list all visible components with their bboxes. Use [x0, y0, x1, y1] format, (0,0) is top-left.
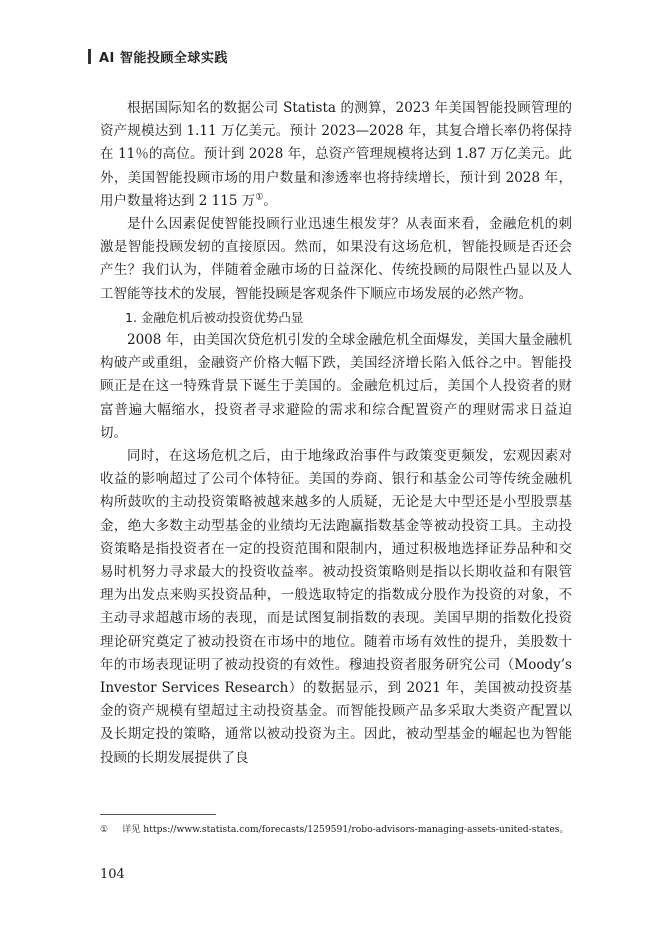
- section-heading: 1. 金融危机后被动投资优势凸显: [125, 309, 304, 325]
- footnote-divider: [100, 814, 216, 815]
- running-header: [88, 46, 228, 66]
- footnote-text[interactable]: 详见 https://www.statista.com/forecasts/1259591/robo-advisors-managing-assets-united-states。: [122, 824, 569, 835]
- footnote-marker: ①: [100, 824, 109, 835]
- header-bar-ornament: [88, 49, 91, 64]
- body-text: [100, 97, 572, 770]
- running-header-title: AI 智能投顾全球实践: [99, 50, 228, 66]
- paragraph-passive-investing: 同时，在这场危机之后，由于地缘政治事件与政策变更频发，宏观因素对收益的影响超过了公司个体特征。美国的券商、银行和基金公司等传统金融机构所鼓吹的主动投资策略被越来越多的人质疑，无论是大中型还是小型股票基金，绝大多数主动型基金的业绩均无法跑赢指数基金等被动投资工具。主动投资策略是指投资者在一定的投资范围和限制内，通过积极地选择证券品种和交易时机努力寻求最大的投资收益率。被动投资策略则是指以长期收益和有限管理为出发点来购买投资品种，一般选取特定的指数成分股作为投资的对象，不主动寻求超越市场的表现，而是试图复制指数的表现。美国早期的指数化投资理论研究奠定了被动投资在市场中的地位。随着市场有效性的提升，美股数十年的市场表现证明了被动投资的有效性。穆迪投资者服务研究公司（Moody’s Investor Services Research）的数据显示，到 2021 年，美国被动投资基金的资产规模有望超过主动投资基金。而智能投顾产品多采取大类资产配置以及长期定投的策略，通常以被动投资为主。因此，被动型基金的崛起也为智能投顾的长期发展提供了良: [100, 448, 572, 766]
- page-number: 104: [100, 867, 125, 882]
- paragraph-text: 根据国际知名的数据公司 Statista 的测算，2023 年美国智能投顾管理的资产规模达到 1.11 万亿美元。预计 2023—2028 年，其复合增长率仍将保持在 11％的高位。预计到 2028 年，总资产管理规模将达到 1.87 万亿美元。此外，美国智能投顾市场的用户数量和渗透率也将持续增长，预计到 2028 年，用户数量将达到 2 115 万: [100, 100, 572, 209]
- footnote: [100, 823, 580, 837]
- paragraph-2008-crisis: 2008 年，由美国次贷危机引发的全球金融危机全面爆发，美国大量金融机构破产或重组，金融资产价格大幅下跌，美国经济增长陷入低谷之中。智能投顾正是在这一特殊背景下诞生于美国的。金融危机过后，美国个人投资者的财富普遍大幅缩水，投资者寻求避险的需求和综合配置资产的理财需求日益迫切。: [100, 332, 572, 441]
- paragraph-causes: 是什么因素促使智能投顾行业迅速生根发芽？从表面来看，金融危机的刺激是智能投顾发轫的直接原因。然而，如果没有这场危机，智能投顾是否还会产生？我们认为，伴随着金融市场的日益深化、传统投顾的局限性凸显以及人工智能等技术的发展，智能投顾是客观条件下顺应市场发展的必然产物。: [100, 216, 572, 302]
- paragraph-statista-forecast: 根据国际知名的数据公司 Statista 的测算，2023 年美国智能投顾管理的资产规模达到 1.11 万亿美元。预计 2023—2028 年，其复合增长率仍将保持在 11％的高位。预计到 2028 年，总资产管理规模将达到 1.87 万亿美元。此外，美国智能投顾市场的用户数量和渗透率也将持续增长，预计到 2028 年，用户数量将达到 2 115 万①。: [100, 100, 572, 209]
- footnote-reference[interactable]: ①: [255, 192, 264, 203]
